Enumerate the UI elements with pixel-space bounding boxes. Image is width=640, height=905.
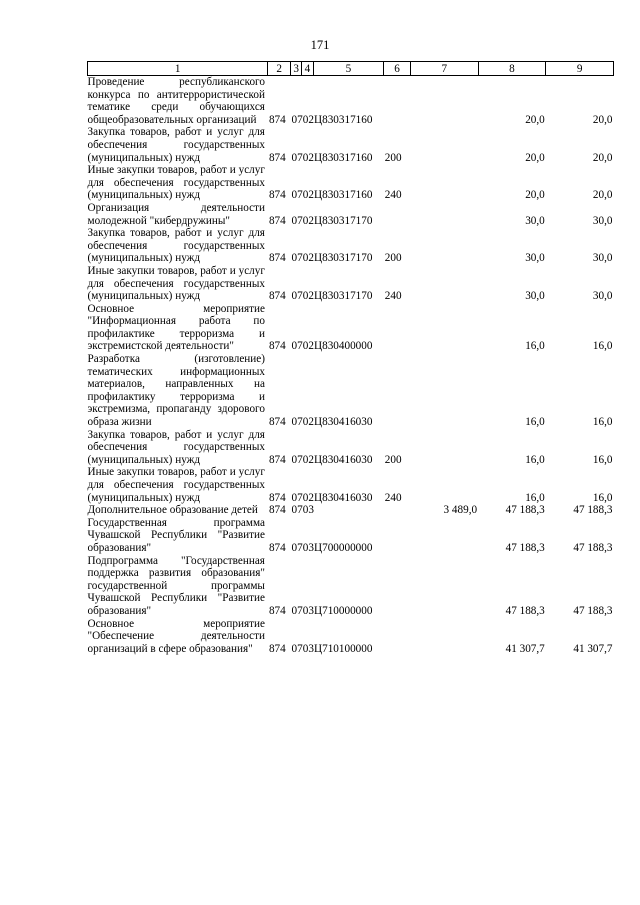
row-subsection-code: 02 — [302, 340, 314, 353]
row-value-col9: 16,0 — [592, 416, 613, 429]
row-value-col8: 16,0 — [525, 416, 545, 429]
row-expense-type — [384, 76, 411, 127]
row-expense-type: 200 — [384, 453, 402, 466]
row-ministry-code: 874 — [268, 416, 286, 429]
row-target-article: Ц710100000 — [314, 642, 373, 655]
row-value-col7 — [410, 517, 478, 555]
row-section-code: 07 — [291, 491, 303, 504]
row-value-col9: 41 307,7 — [573, 642, 613, 655]
table-row — [88, 265, 614, 303]
row-target-article: Ц830416030 — [314, 416, 373, 429]
row-subsection-code: 02 — [302, 113, 314, 126]
row-ministry-code: 874 — [268, 340, 286, 353]
row-value-col8: 16,0 — [525, 340, 545, 353]
row-value-col7 — [410, 76, 478, 127]
row-subsection-code: 02 — [302, 491, 314, 504]
row-ministry-code: 874 — [268, 453, 286, 466]
row-value-col7 — [410, 555, 478, 618]
row-subsection-code: 03 — [302, 541, 314, 554]
header-col-8: 8 — [478, 62, 546, 76]
row-name-cell: Закупка товаров, работ и услуг для обеспечения государственных (муниципальных) нужд — [87, 428, 265, 466]
row-subsection-code: 03 — [302, 642, 314, 655]
row-section-code: 07 — [291, 151, 303, 164]
row-target-article: Ц700000000 — [314, 541, 373, 554]
row-target-article: Ц830317170 — [314, 252, 373, 265]
row-value-col7 — [410, 265, 478, 303]
table-row — [88, 202, 614, 227]
row-section-code: 07 — [291, 642, 303, 655]
table-row — [88, 227, 614, 265]
row-ministry-code: 874 — [268, 491, 286, 504]
table-row — [88, 466, 614, 504]
row-value-col8: 41 307,7 — [505, 642, 545, 655]
row-subsection-code: 02 — [302, 453, 314, 466]
row-value-col9: 16,0 — [592, 340, 613, 353]
row-value-col9: 16,0 — [592, 453, 613, 466]
row-expense-type: 200 — [384, 252, 402, 265]
row-target-article: Ц830317170 — [314, 214, 373, 227]
row-value-col8: 47 188,3 — [505, 604, 545, 617]
row-ministry-code: 874 — [268, 290, 286, 303]
row-subsection-code: 02 — [302, 214, 314, 227]
row-expense-type: 240 — [384, 290, 402, 303]
row-section-code: 07 — [291, 214, 303, 227]
row-name-cell: Основное мероприятие "Обеспечение деятельности организаций в сфере образования" — [87, 617, 265, 655]
row-value-col9: 16,0 — [592, 491, 613, 504]
row-target-article: Ц830317160 — [314, 189, 373, 202]
table-row — [88, 76, 614, 127]
row-name-cell: Иные закупки товаров, работ и услуг для обеспечения государственных (муниципальных) нужд — [87, 466, 265, 504]
row-value-col8: 20,0 — [525, 151, 545, 164]
row-target-article: Ц830416030 — [314, 453, 373, 466]
row-name-cell: Дополнительное образование детей — [87, 504, 258, 517]
header-col-5: 5 — [313, 62, 384, 76]
row-value-col9: 20,0 — [592, 189, 613, 202]
row-name-cell: Подпрограмма "Государственная поддержка развития образования" государственной программы Чувашской Республики "Развитие образования" — [87, 554, 265, 617]
row-target-article: Ц830317170 — [314, 290, 373, 303]
row-ministry-code: 874 — [268, 642, 286, 655]
row-value-col8: 30,0 — [525, 252, 545, 265]
row-expense-type — [384, 202, 411, 227]
row-subsection-code: 02 — [302, 189, 314, 202]
row-ministry-code: 874 — [268, 151, 286, 164]
row-value-col7: 3 489,0 — [443, 504, 478, 517]
table-row — [88, 126, 614, 164]
row-expense-type — [384, 353, 411, 429]
row-name-cell: Закупка товаров, работ и услуг для обеспечения государственных (муниципальных) нужд — [87, 126, 265, 164]
row-section-code: 07 — [291, 416, 303, 429]
row-section-code: 07 — [291, 189, 303, 202]
row-name-cell: Основное мероприятие "Информационная работа по профилактике терроризма и экстремистской деятельности" — [87, 302, 265, 353]
row-value-col9: 30,0 — [592, 252, 613, 265]
row-target-article: Ц830400000 — [314, 340, 373, 353]
row-ministry-code: 874 — [268, 541, 286, 554]
row-value-col8: 30,0 — [525, 290, 545, 303]
row-ministry-code: 874 — [268, 113, 286, 126]
row-value-col8: 47 188,3 — [505, 504, 545, 517]
row-value-col8: 30,0 — [525, 214, 545, 227]
table-row — [88, 303, 614, 353]
row-name-cell: Иные закупки товаров, работ и услуг для обеспечения государственных (муниципальных) нужд — [87, 264, 265, 303]
row-value-col8: 47 188,3 — [505, 541, 545, 554]
row-name-cell: Закупка товаров, работ и услуг для обеспечения государственных (муниципальных) нужд — [87, 227, 265, 265]
row-expense-type — [384, 504, 411, 517]
row-subsection-code: 02 — [302, 252, 314, 265]
row-section-code: 07 — [291, 541, 303, 554]
table-row — [88, 555, 614, 618]
row-ministry-code: 874 — [268, 252, 286, 265]
row-subsection-code: 02 — [302, 151, 314, 164]
row-value-col9: 30,0 — [592, 214, 613, 227]
row-value-col7 — [410, 429, 478, 467]
row-value-col9: 30,0 — [592, 290, 613, 303]
table-row — [88, 429, 614, 467]
row-value-col8: 16,0 — [525, 453, 545, 466]
row-name-cell: Проведение республиканского конкурса по антитеррористической тематике среди обучающихся общеобразовательных организаций — [87, 76, 265, 126]
row-ministry-code: 874 — [268, 189, 286, 202]
header-col-9: 9 — [546, 62, 614, 76]
page-number: 171 — [310, 38, 330, 52]
row-name-cell: Организация деятельности молодежной "кибердружины" — [87, 201, 265, 227]
budget-table — [87, 61, 614, 655]
table-row — [88, 353, 614, 429]
row-section-code: 07 — [291, 504, 303, 517]
row-name-cell: Государственная программа Чувашской Республики "Развитие образования" — [87, 516, 265, 554]
row-value-col8: 16,0 — [525, 491, 545, 504]
row-subsection-code: 02 — [302, 290, 314, 303]
table-row — [88, 164, 614, 202]
row-value-col7 — [410, 164, 478, 202]
table-header-row — [88, 62, 614, 76]
row-expense-type: 200 — [384, 151, 402, 164]
table-row — [88, 504, 614, 517]
row-ministry-code: 874 — [268, 504, 286, 517]
header-col-7: 7 — [410, 62, 478, 76]
row-subsection-code: 03 — [302, 504, 314, 517]
row-expense-type: 240 — [384, 491, 402, 504]
row-value-col8: 20,0 — [525, 189, 545, 202]
row-target-article: Ц830317160 — [314, 113, 373, 126]
row-expense-type — [384, 517, 411, 555]
row-value-col7 — [410, 227, 478, 265]
row-expense-type — [384, 555, 411, 618]
row-section-code: 07 — [291, 113, 303, 126]
row-section-code: 07 — [291, 604, 303, 617]
row-value-col7 — [410, 202, 478, 227]
header-col-4: 4 — [302, 62, 313, 76]
row-expense-type: 240 — [384, 189, 402, 202]
row-ministry-code: 874 — [268, 604, 286, 617]
header-col-2: 2 — [268, 62, 291, 76]
header-col-6: 6 — [384, 62, 411, 76]
row-value-col7 — [410, 353, 478, 429]
table-body — [88, 76, 614, 656]
row-value-col7 — [410, 126, 478, 164]
row-value-col7 — [410, 618, 478, 656]
header-col-3: 3 — [291, 62, 302, 76]
row-section-code: 07 — [291, 340, 303, 353]
row-name-cell: Иные закупки товаров, работ и услуг для обеспечения государственных (муниципальных) нужд — [87, 164, 265, 202]
row-value-col8: 20,0 — [525, 113, 545, 126]
row-section-code: 07 — [291, 252, 303, 265]
row-expense-type — [384, 303, 411, 353]
row-target-article: Ц710000000 — [314, 604, 373, 617]
row-ministry-code: 874 — [268, 214, 286, 227]
row-target-article: Ц830317160 — [314, 151, 373, 164]
table-row — [88, 618, 614, 656]
row-value-col9: 47 188,3 — [573, 541, 613, 554]
row-section-code: 07 — [291, 290, 303, 303]
row-target-article: Ц830416030 — [314, 491, 373, 504]
row-expense-type — [384, 618, 411, 656]
row-value-col9: 47 188,3 — [573, 604, 613, 617]
row-value-col9: 20,0 — [592, 151, 613, 164]
row-value-col7 — [410, 466, 478, 504]
row-name-cell: Разработка (изготовление) тематических информационных материалов, направленных на профилактику терроризма и экстремизма, пропаганду здорового образа жизни — [87, 353, 265, 429]
row-target-article — [313, 504, 384, 517]
row-value-col9: 47 188,3 — [573, 504, 613, 517]
row-subsection-code: 03 — [302, 604, 314, 617]
table-row — [88, 517, 614, 555]
row-subsection-code: 02 — [302, 416, 314, 429]
header-col-1: 1 — [88, 62, 268, 76]
row-value-col7 — [410, 303, 478, 353]
row-value-col9: 20,0 — [592, 113, 613, 126]
row-section-code: 07 — [291, 453, 303, 466]
